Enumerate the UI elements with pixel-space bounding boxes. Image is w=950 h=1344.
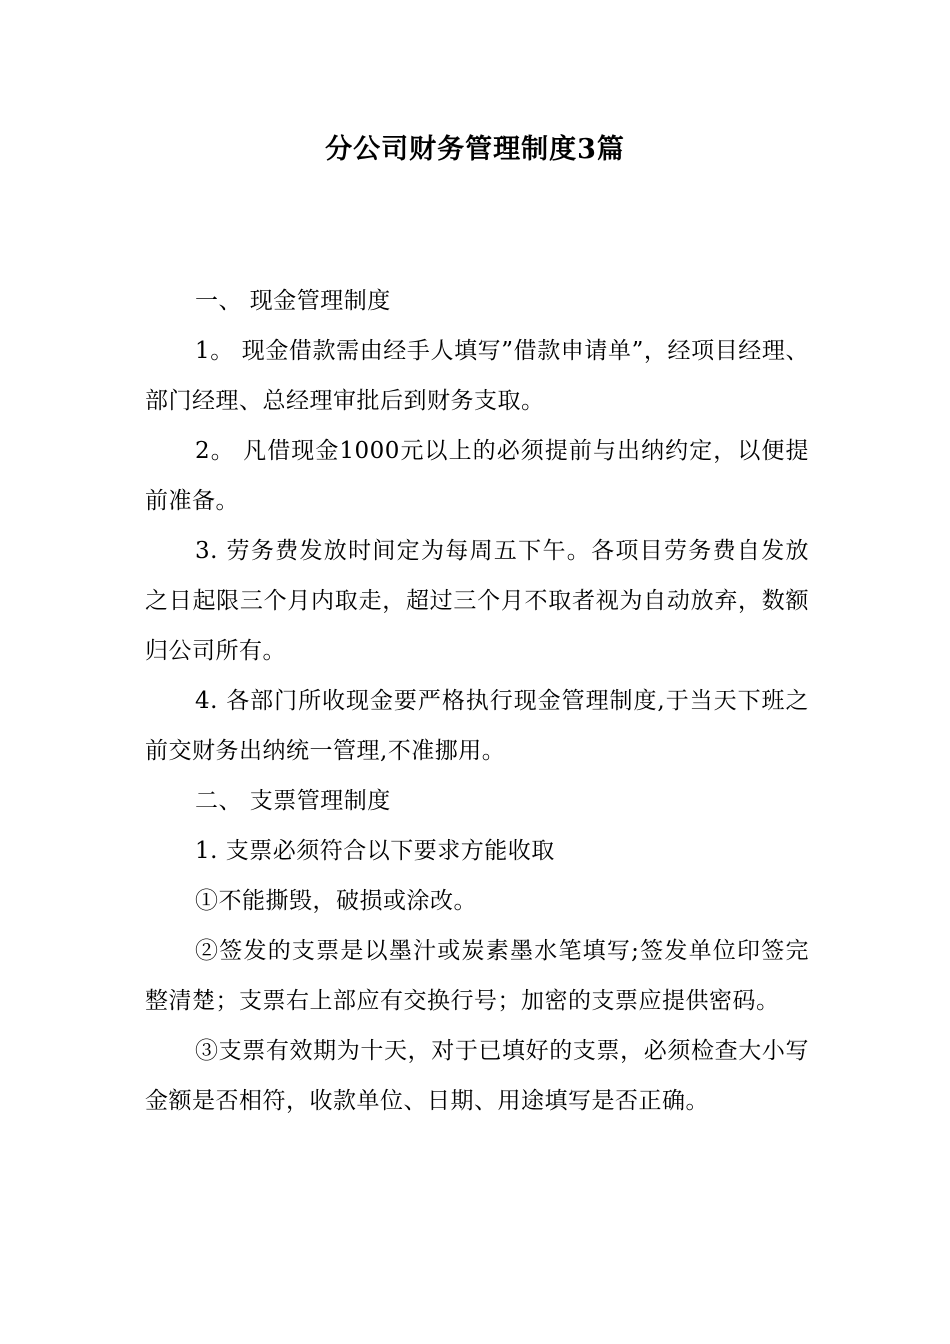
paragraph-cheque-item-2: ②签发的支票是以墨汁或炭素墨水笔填写;签发单位印签完整清楚；支票右上部应有交换行号；加密的支票应提供密码。 [145,938,809,1014]
section-heading-cheque: 二、 支票管理制度 [195,788,391,814]
document-body [145,276,809,1126]
document-title: 分公司财务管理制度3篇 [325,134,625,165]
paragraph-cash-1: 1。 现金借款需由经手人填写”借款申请单”，经项目经理、部门经理、总经理审批后到财务支取。 [145,338,809,414]
paragraph-cheque-item-1: ①不能撕毁，破损或涂改。 [195,888,477,914]
paragraph-cash-3: 3. 劳务费发放时间定为每周五下午。各项目劳务费自发放之日起限三个月内取走，超过三个月不取者视为自动放弃，数额归公司所有。 [145,538,809,664]
paragraph-cheque-item-3: ③支票有效期为十天，对于已填好的支票，必须检查大小写金额是否相符，收款单位、日期、用途填写是否正确。 [145,1038,809,1114]
paragraph-cash-2: 2。 凡借现金1000元以上的必须提前与出纳约定，以便提前准备。 [145,438,809,514]
paragraph-cheque-1: 1. 支票必须符合以下要求方能收取 [195,838,555,864]
paragraph-cash-4: 4. 各部门所收现金要严格执行现金管理制度,于当天下班之前交财务出纳统一管理,不准挪用。 [145,688,809,764]
section-heading-cash: 一、 现金管理制度 [195,288,391,314]
